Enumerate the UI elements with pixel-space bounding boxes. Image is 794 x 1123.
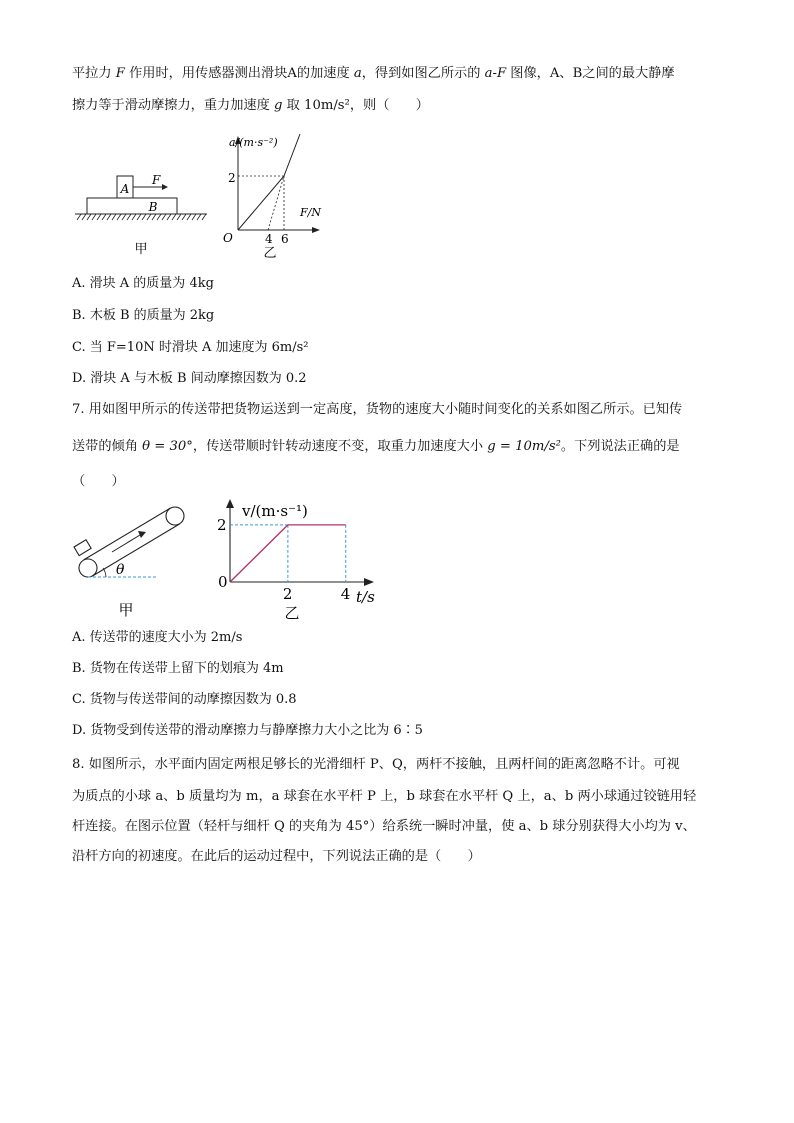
q7-option-d[interactable]: D. 货物受到传送带的滑动摩擦力与静摩擦力大小之比为 6∶5 [72, 723, 423, 738]
text: 图像，A、B之间的最大静摩 [510, 66, 675, 81]
var-aF: a-F [484, 66, 507, 81]
x-tick-0: 0 [218, 573, 228, 591]
x-tick-4: 4 [265, 232, 273, 246]
x-tick-4: 4 [340, 585, 351, 603]
graph-segment-2 [284, 134, 300, 176]
var-a: a [353, 66, 362, 81]
q6-option-d[interactable]: D. 滑块 A 与木板 B 间动摩擦因数为 0.2 [72, 371, 307, 386]
text: 送带的倾角 [72, 439, 138, 454]
q7-option-a[interactable]: A. 传送带的速度大小为 2m/s [72, 630, 243, 645]
text: ，传送带顺时针转动速度不变，取重力加速度大小 [192, 439, 484, 454]
q7-stem-line2 [72, 437, 680, 457]
q8-stem-line3: 杆连接。在图示位置（轻杆与细杆 Q 的夹角为 45°）给系统一瞬时冲量，使 a、b 球分别获得大小均为 v、 [72, 819, 696, 834]
q7-figure-yi [214, 494, 384, 624]
caption-jia: 甲 [134, 242, 148, 257]
label-force: F [152, 173, 161, 187]
origin-label: O [223, 231, 233, 245]
text: 擦力等于滑动摩擦力，重力加速度 [72, 98, 270, 113]
x-axis-arrow [312, 227, 320, 233]
q7-figure-jia [68, 498, 198, 623]
y-axis-label: v/(m·s⁻¹) [242, 502, 308, 520]
cargo-box [74, 540, 91, 556]
text: 平拉力 [72, 66, 112, 81]
text: 取 10m/s²，则（ ） [286, 98, 429, 113]
label-b: B [148, 200, 158, 214]
x-axis-label: F/N [300, 206, 321, 219]
q6-figure-jia [70, 160, 220, 260]
text: 。下列说法正确的是 [560, 439, 680, 454]
belt-bottom [93, 524, 180, 576]
q8-stem-line2: 为质点的小球 a、b 质量均为 m，a 球套在水平杆 P 上，b 球套在水平杆 Q 上，a、b 两小球通过铰链用轻 [72, 789, 697, 804]
y-tick-2: 2 [228, 171, 236, 185]
q8-stem-line1: 8. 如图所示，水平面内固定两根足够长的光滑细杆 P、Q，两杆不接触，且两杆间的距离忽略不计。可视 [72, 757, 680, 772]
q6-option-c[interactable]: C. 当 F=10N 时滑块 A 加速度为 6m/s² [72, 340, 309, 355]
guide-extend [268, 176, 284, 230]
label-a: A [120, 182, 130, 196]
caption-yi: 乙 [263, 246, 277, 260]
motion-arrow [112, 535, 140, 552]
q8-stem-line4: 沿杆方向的初速度。在此后的运动过程中，下列说法正确的是（ ） [72, 849, 481, 864]
caption-yi: 乙 [284, 604, 300, 622]
q7-option-c[interactable]: C. 货物与传送带间的动摩擦因数为 0.8 [72, 692, 297, 707]
q6-intro-line2 [72, 96, 429, 116]
x-axis-arrow [364, 578, 374, 586]
q6-intro-line1 [72, 64, 675, 84]
force-arrow-head [162, 184, 168, 190]
q7-stem-line3: （ ） [72, 474, 125, 489]
y-axis-label: a/(m·s⁻²) [229, 136, 278, 149]
q7-stem-line1: 7. 用如图甲所示的传送带把货物运送到一定高度，货物的速度大小随时间变化的关系如图乙所示。已知传 [72, 402, 683, 417]
belt-top [84, 508, 171, 560]
q6-figure-yi [218, 130, 338, 260]
q7-option-b[interactable]: B. 货物在传送带上留下的划痕为 4m [72, 661, 284, 676]
motion-arrow-head [138, 531, 146, 538]
series-segment-1 [230, 525, 288, 582]
theta-label: θ [116, 562, 125, 578]
text: 作用时，用传感器测出滑块A的加速度 [129, 66, 350, 81]
x-axis-label: t/s [356, 588, 375, 606]
var-g: g [274, 98, 283, 113]
text: ，得到如图乙所示的 [361, 66, 481, 81]
x-tick-2: 2 [282, 585, 293, 603]
var-F: F [115, 66, 125, 81]
y-axis-arrow [226, 499, 234, 508]
graph-segment-1 [238, 176, 284, 230]
caption-jia: 甲 [118, 601, 134, 619]
x-tick-6: 6 [281, 232, 289, 246]
var-g: g = 10m/s² [487, 439, 561, 454]
var-theta: θ = 30° [142, 439, 193, 454]
q6-option-a[interactable]: A. 滑块 A 的质量为 4kg [72, 276, 214, 291]
y-tick-2: 2 [217, 515, 227, 534]
q6-option-b[interactable]: B. 木板 B 的质量为 2kg [72, 308, 215, 323]
board-b [87, 198, 177, 214]
ground-hatch [77, 214, 206, 220]
